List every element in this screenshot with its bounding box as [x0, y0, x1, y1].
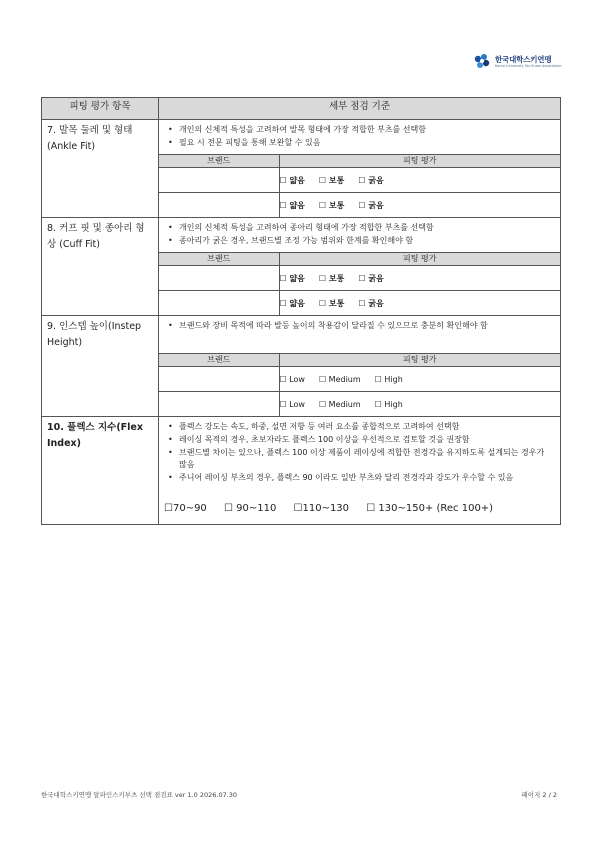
- option-thin-checkbox[interactable]: ☐ 얇음: [279, 273, 305, 283]
- option-high-checkbox[interactable]: ☐ High: [374, 374, 403, 384]
- criteria-item: • 레이싱 목적의 경우, 초보자라도 플렉스 100 이상을 우선적으로 검토할 것을 권장함: [179, 434, 554, 446]
- criteria-item: • 브랜드별 차이는 있으나, 플렉스 100 이상 제품이 레이싱에 적합한 전경각을 유지하도록 설계되는 경우가 많음: [179, 447, 554, 470]
- criteria-item: • 필요 시 전문 피팅을 통해 보완할 수 있음: [179, 137, 554, 149]
- option-normal-checkbox[interactable]: ☐ 보통: [318, 298, 345, 308]
- section-title: 10. 플렉스 지수(Flex Index): [42, 417, 159, 525]
- option-thick-checkbox[interactable]: ☐ 굵음: [358, 175, 384, 185]
- section-row-flex-index: [42, 417, 561, 525]
- section-row-ankle-fit: [42, 120, 561, 218]
- flex-90-110-checkbox[interactable]: ☐ 90~110: [223, 502, 277, 514]
- criteria-item: • 개인의 신체적 특성을 고려하여 종아리 형태에 가장 적합한 부츠를 선택함: [179, 222, 554, 234]
- section-row-instep-height: [42, 316, 561, 417]
- evaluation-options: [279, 291, 560, 316]
- evaluation-options: [279, 193, 560, 218]
- evaluation-table: [159, 252, 560, 315]
- flex-options: [159, 489, 560, 524]
- org-name: 한국대학스키연맹: [495, 55, 552, 64]
- section-detail: [159, 316, 561, 417]
- option-low-checkbox[interactable]: ☐ Low: [279, 374, 305, 384]
- section-title: 9. 인스텝 높이(Instep Height): [42, 316, 159, 417]
- evaluation-options: [279, 367, 560, 392]
- option-low-checkbox[interactable]: ☐ Low: [279, 399, 305, 409]
- brand-header: 브랜드: [159, 354, 279, 367]
- option-thick-checkbox[interactable]: ☐ 굵음: [358, 200, 384, 210]
- evaluation-options: [279, 266, 560, 291]
- section-row-cuff-fit: [42, 218, 561, 316]
- criteria-item: • 개인의 신체적 특성을 고려하여 발목 형태에 가장 적합한 부츠를 선택함: [179, 124, 554, 136]
- brand-header: 브랜드: [159, 253, 279, 266]
- criteria-list: [159, 120, 560, 154]
- option-normal-checkbox[interactable]: ☐ 보통: [318, 273, 345, 283]
- evaluation-table: [159, 353, 560, 416]
- criteria-item: • 플렉스 강도는 속도, 하중, 설면 저항 등 여러 요소를 종합적으로 고려하여 선택함: [179, 421, 554, 433]
- option-thin-checkbox[interactable]: ☐ 얇음: [279, 200, 305, 210]
- option-thin-checkbox[interactable]: ☐ 얇음: [279, 175, 305, 185]
- evaluation-header: 피팅 평가: [279, 155, 560, 168]
- option-medium-checkbox[interactable]: ☐ Medium: [318, 374, 361, 384]
- option-normal-checkbox[interactable]: ☐ 보통: [318, 175, 345, 185]
- association-emblem-icon: [472, 52, 492, 72]
- option-medium-checkbox[interactable]: ☐ Medium: [318, 399, 361, 409]
- option-normal-checkbox[interactable]: ☐ 보통: [318, 200, 345, 210]
- table-header-row: [42, 98, 561, 120]
- brand-input-cell[interactable]: [159, 291, 279, 316]
- footer-document-info: 한국대학스키연맹 알파인스키부츠 선택 점검표 ver 1.0 2026.07.30: [41, 791, 238, 799]
- evaluation-table: [159, 154, 560, 217]
- section-detail: [159, 120, 561, 218]
- criteria-item: • 브랜드와 장비 목적에 따라 발등 높이의 착용감이 달라질 수 있으므로 충분히 확인해야 함: [179, 320, 554, 332]
- criteria-list: [159, 417, 560, 489]
- option-thick-checkbox[interactable]: ☐ 굵음: [358, 298, 384, 308]
- flex-110-130-checkbox[interactable]: ☐110~130: [293, 502, 350, 514]
- section-title: 8. 커프 핏 및 종아리 형상 (Cuff Fit): [42, 218, 159, 316]
- flex-130-150-checkbox[interactable]: ☐ 130~150+ (Rec 100+): [366, 502, 494, 514]
- evaluation-options: [279, 392, 560, 417]
- brand-input-cell[interactable]: [159, 168, 279, 193]
- section-detail: [159, 417, 561, 525]
- option-thin-checkbox[interactable]: ☐ 얇음: [279, 298, 305, 308]
- evaluation-header: 피팅 평가: [279, 253, 560, 266]
- column-header-criteria: 세부 점검 기준: [159, 98, 561, 120]
- section-detail: [159, 218, 561, 316]
- section-title: 7. 발목 둘레 및 형태 (Ankle Fit): [42, 120, 159, 218]
- brand-input-cell[interactable]: [159, 193, 279, 218]
- criteria-item: • 종아리가 굵은 경우, 브랜드별 조정 가능 범위와 한계를 확인해야 함: [179, 235, 554, 247]
- brand-input-cell[interactable]: [159, 392, 279, 417]
- fitting-checklist-table: [41, 97, 561, 525]
- criteria-list: [159, 218, 560, 252]
- evaluation-header: 피팅 평가: [279, 354, 560, 367]
- option-high-checkbox[interactable]: ☐ High: [374, 399, 403, 409]
- criteria-list: [159, 316, 560, 353]
- option-thick-checkbox[interactable]: ☐ 굵음: [358, 273, 384, 283]
- org-logo: [472, 51, 582, 73]
- evaluation-options: [279, 168, 560, 193]
- footer-page-number: 페이지 2 / 2: [521, 791, 557, 799]
- brand-input-cell[interactable]: [159, 266, 279, 291]
- brand-input-cell[interactable]: [159, 367, 279, 392]
- criteria-item: • 주니어 레이싱 부츠의 경우, 플렉스 90 이라도 일반 부츠와 달리 전경각과 강도가 우수할 수 있음: [179, 472, 554, 484]
- flex-70-90-checkbox[interactable]: ☐70~90: [164, 502, 207, 514]
- column-header-item: 피팅 평가 항목: [42, 98, 159, 120]
- org-subtitle: Korea University Ski-Snow Association: [495, 64, 562, 68]
- brand-header: 브랜드: [159, 155, 279, 168]
